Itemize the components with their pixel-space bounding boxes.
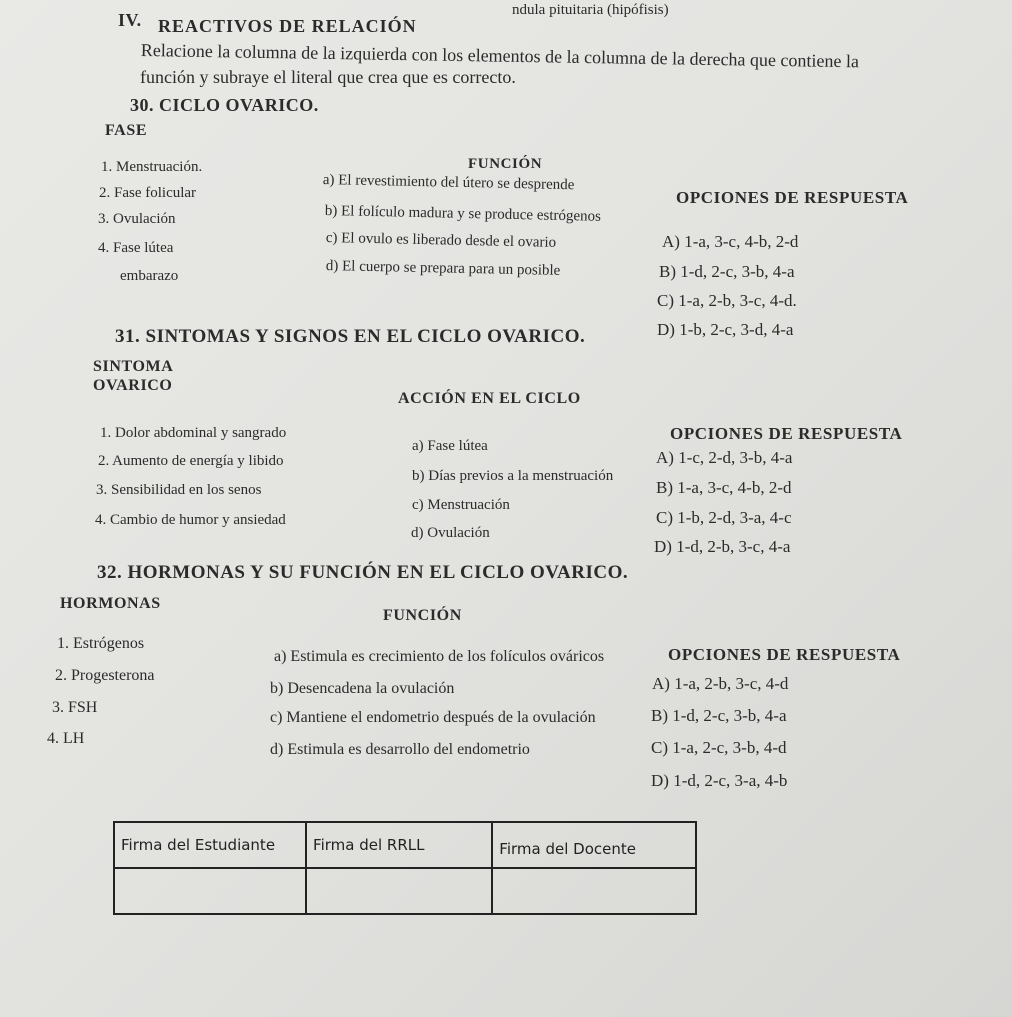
signature-header-row	[114, 822, 696, 868]
q31-option: A) 1-c, 2-d, 3-b, 4-a	[656, 448, 793, 467]
q32-option: C) 1-a, 2-c, 3-b, 4-d	[651, 738, 787, 757]
q31-title: 31. SINTOMAS Y SIGNOS EN EL CICLO OVARICO.	[115, 326, 586, 347]
q32-right-item: d) Estimula es desarrollo del endometrio	[270, 741, 530, 758]
q32-title: 32. HORMONAS Y SU FUNCIÓN EN EL CICLO OVARICO.	[97, 562, 629, 583]
q30-option: B) 1-d, 2-c, 3-b, 4-a	[659, 262, 795, 281]
q30-left-extra: embarazo	[120, 268, 179, 284]
q31-left-header-2: OVARICO	[93, 377, 173, 394]
q30-right-item: b) El folículo madura y se produce estrógenos	[324, 203, 602, 225]
signature-header-student: Firma del Estudiante	[114, 822, 306, 868]
q31-right-item: b) Días previos a la menstruación	[412, 468, 614, 484]
q30-right-header: FUNCIÓN	[468, 156, 543, 172]
q31-left-header-1: SINTOMA	[93, 358, 174, 375]
q30-right-item: c) El ovulo es liberado desde el ovario	[325, 230, 557, 251]
section-title: REACTIVOS DE RELACIÓN	[158, 16, 417, 36]
signature-cell-student[interactable]	[114, 868, 306, 914]
q32-left-item: 1. Estrógenos	[57, 635, 145, 652]
q32-right-item: a) Estimula es crecimiento de los folículos ováricos	[274, 648, 605, 665]
signature-cell-rrll[interactable]	[306, 868, 492, 914]
q30-options-header: OPCIONES DE RESPUESTA	[676, 188, 909, 207]
q32-options-header: OPCIONES DE RESPUESTA	[668, 645, 901, 664]
q31-right-item: a) Fase lútea	[412, 438, 488, 454]
signature-header-teacher: Firma del Docente	[492, 822, 696, 868]
top-fragment-text: ndula pituitaria (hipófisis)	[512, 2, 669, 18]
q31-option: C) 1-b, 2-d, 3-a, 4-c	[656, 508, 792, 527]
q31-option: B) 1-a, 3-c, 4-b, 2-d	[656, 478, 792, 497]
q32-right-item: b) Desencadena la ovulación	[270, 680, 455, 697]
q32-option: B) 1-d, 2-c, 3-b, 4-a	[651, 706, 787, 725]
q32-option: D) 1-d, 2-c, 3-a, 4-b	[651, 771, 788, 790]
q31-right-item: d) Ovulación	[411, 525, 490, 541]
q30-option: C) 1-a, 2-b, 3-c, 4-d.	[657, 291, 797, 310]
q30-option: D) 1-b, 2-c, 3-d, 4-a	[657, 320, 794, 339]
q32-left-item: 3. FSH	[52, 699, 98, 716]
q30-left-item: 1. Menstruación.	[101, 159, 203, 175]
q32-option: A) 1-a, 2-b, 3-c, 4-d	[652, 674, 789, 693]
q30-left-item: 2. Fase folicular	[99, 185, 197, 201]
q30-right-item: d) El cuerpo se prepara para un posible	[325, 258, 561, 279]
q31-options-header: OPCIONES DE RESPUESTA	[670, 424, 903, 443]
q31-left-item: 1. Dolor abdominal y sangrado	[100, 425, 287, 441]
q31-right-item: c) Menstruación	[412, 497, 510, 513]
q32-right-header: FUNCIÓN	[383, 607, 462, 624]
q31-option: D) 1-d, 2-b, 3-c, 4-a	[654, 537, 791, 556]
instructions-line-2: función y subraye el literal que crea que es correcto.	[140, 67, 516, 87]
signature-cell-teacher[interactable]	[492, 868, 696, 914]
q32-right-item: c) Mantiene el endometrio después de la ovulación	[270, 709, 596, 726]
q30-right-item: a) El revestimiento del útero se desprende	[322, 172, 575, 194]
q30-left-item: 3. Ovulación	[98, 211, 176, 227]
signature-header-rrll: Firma del RRLL	[306, 822, 492, 868]
q31-left-item: 2. Aumento de energía y libido	[98, 453, 284, 469]
q30-title: 30. CICLO OVARICO.	[130, 95, 319, 115]
signature-blank-row	[114, 868, 696, 914]
instructions-line-1: Relacione la columna de la izquierda con los elementos de la columna de la derecha que contiene la	[140, 40, 860, 72]
q32-left-item: 4. LH	[47, 730, 85, 747]
q30-left-item: 4. Fase lútea	[98, 240, 174, 256]
q32-left-header: HORMONAS	[60, 595, 161, 612]
q32-left-item: 2. Progesterona	[55, 667, 155, 684]
signature-table	[113, 821, 697, 915]
q30-left-header: FASE	[105, 122, 148, 139]
q31-right-header: ACCIÓN EN EL CICLO	[398, 390, 581, 407]
q31-left-item: 4. Cambio de humor y ansiedad	[95, 512, 286, 528]
section-number: IV.	[118, 10, 142, 30]
q30-option: A) 1-a, 3-c, 4-b, 2-d	[662, 232, 799, 251]
q31-left-item: 3. Sensibilidad en los senos	[96, 482, 262, 498]
